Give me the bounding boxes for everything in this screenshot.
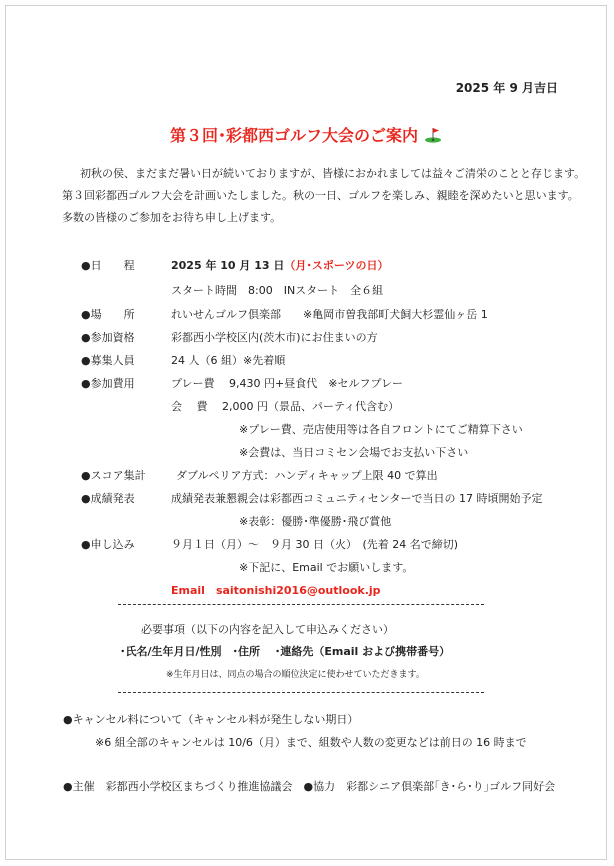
footer-host: ●主催 彩都西小学校区まちづくり推進協議会 ●協力 彩都シニア倶楽部｢き･ら･り｣ゴルフ同好会 xyxy=(63,780,556,793)
divider-bottom xyxy=(118,692,484,693)
schedule-label: ●日 程 xyxy=(81,259,135,272)
schedule-date-day: （月･スポーツの日） xyxy=(284,259,389,272)
intro-line-1: 初秋の侯、まだまだ暑い日が続いておりますが、皆様におかれましては益々ご清栄のことと存じます。 xyxy=(80,167,586,180)
qualification-label: ●参加資格 xyxy=(81,331,135,344)
intro-line-2: 第３回彩都西ゴルフ大会を計画いたしました。秋の一日、ゴルフを楽しみ、親睦を深めたいと思います。 xyxy=(62,189,579,202)
page-title xyxy=(6,123,606,146)
apply-email[interactable]: Email saitonishi2016@outlook.jp xyxy=(171,584,381,597)
fee-note-1: ※プレー費、売店使用等は各自フロントにてご精算下さい xyxy=(239,423,523,436)
fee-party: 会 費 2,000 円（景品、パーティ代含む） xyxy=(171,400,400,413)
fee-note-2: ※会費は、当日コミセン会場でお支払い下さい xyxy=(239,446,469,459)
cancel-label: ●キャンセル料について（キャンセル料が発生しない期日） xyxy=(63,713,359,726)
venue-label: ●場 所 xyxy=(81,308,135,321)
schedule-date xyxy=(171,257,388,273)
apply-note: ※下記に、Email でお願いします。 xyxy=(239,561,414,574)
start-time: スタート時間 8:00 INスタート 全６組 xyxy=(171,284,384,297)
capacity-label: ●募集人員 xyxy=(81,354,135,367)
apply-label: ●申し込み xyxy=(81,538,135,551)
scoring-label: ●スコア集計 xyxy=(81,469,146,482)
required-heading: 必要事項（以下の内容を記入して申込みください） xyxy=(141,623,394,636)
title-text: 第３回･彩都西ゴルフ大会のご案内 xyxy=(169,126,418,145)
required-note: ※生年月日は、同点の場合の順位決定に使わせていただきます。 xyxy=(166,670,425,680)
intro-line-3: 多数の皆様のご参加をお待ち申し上げます。 xyxy=(62,211,282,224)
results-value: 成績発表兼懇親会は彩都西コミュニティセンターで当日の 17 時頃開始予定 xyxy=(171,492,543,505)
schedule-date-main: 2025 年 10 月 13 日 xyxy=(171,259,285,272)
issue-date: 2025 年 9 月吉日 xyxy=(455,81,558,95)
required-fields: ･氏名/生年月日/性別 ･住所 ･連絡先（Email および携帯番号） xyxy=(120,645,451,658)
results-label: ●成績発表 xyxy=(81,492,135,505)
results-note: ※表彰：優勝･準優勝･飛び賞他 xyxy=(239,515,392,528)
capacity-value: 24 人（6 組）※先着順 xyxy=(171,354,286,367)
document-page xyxy=(5,5,607,860)
fee-play: プレー費 9,430 円+昼食代 ※セルフプレー xyxy=(171,377,404,390)
scoring-value: ダブルペリア方式：ハンディキャップ上限 40 で算出 xyxy=(176,469,438,482)
cancel-note: ※6 組全部のキャンセルは 10/6（月）まで、組数や人数の変更などは前日の 16 時まで xyxy=(95,736,527,749)
venue-value: れいせんゴルフ倶楽部 ※亀岡市曽我部町犬飼大杉霊仙ヶ岳 1 xyxy=(171,308,488,321)
fee-label: ●参加費用 xyxy=(81,377,135,390)
apply-period: ９月１日（月）～ ９月 30 日（火） (先着 24 名で締切) xyxy=(171,538,459,551)
qualification-value: 彩都西小学校区内(茨木市)にお住まいの方 xyxy=(171,331,378,344)
divider-top xyxy=(118,604,484,605)
golf-flag-icon xyxy=(424,127,442,143)
